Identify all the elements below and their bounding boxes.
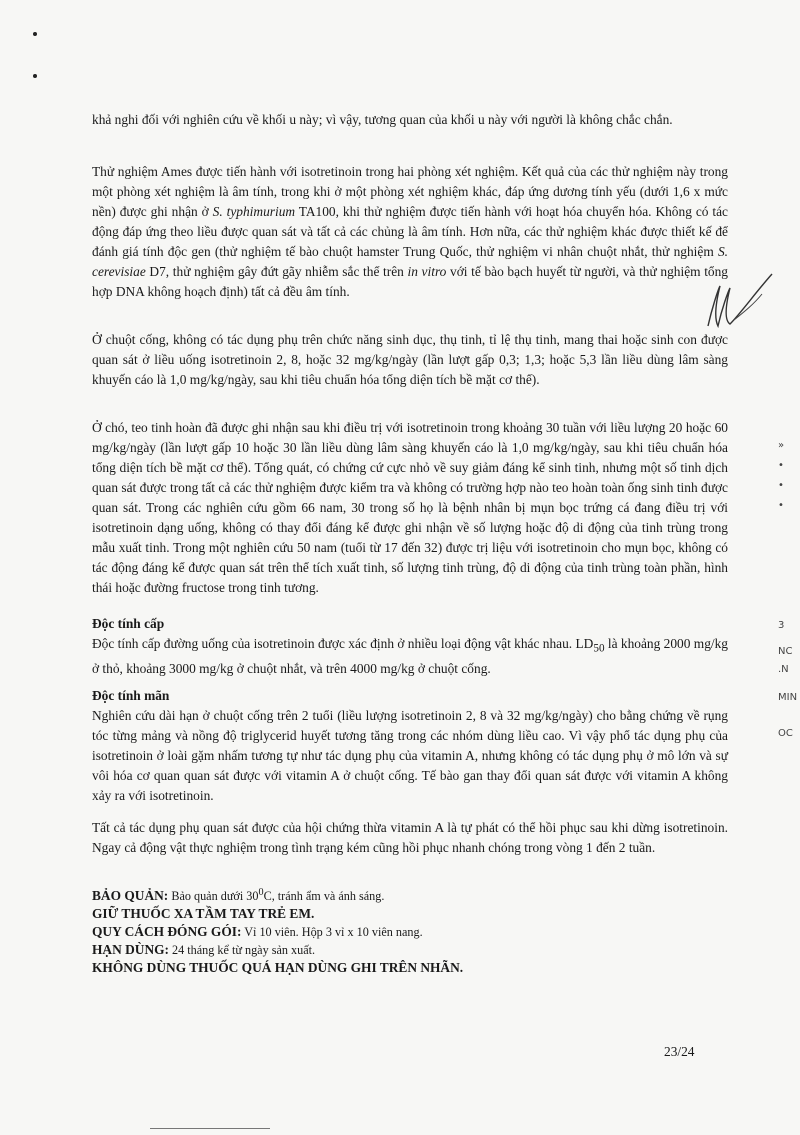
packaging-line: QUY CÁCH ĐÓNG GÓI: Vỉ 10 viên. Hộp 3 vỉ x 10 viên nang. [92,924,423,940]
acute-toxicity-heading: Độc tính cấp [92,616,165,631]
expired-warning: KHÔNG DÙNG THUỐC QUÁ HẠN DÙNG GHI TRÊN NHÃN. [92,960,464,976]
paragraph-reversible: Tất cả tác dụng phụ quan sát được của hội chứng thừa vitamin A là tự phát có thể hồi phục sau khi dừng isotretinoin. Ngay cả động vật thực nghiệm trong tình trạng kém cũng hồi phục nhanh chóng trong vòng 1 đến 2 tuần. [92,820,728,855]
chronic-toxicity-heading: Độc tính mãn [92,688,170,703]
signature-mark [700,268,780,338]
species-name: S. cerevisiae [92,244,728,279]
bullet-mark [33,32,37,36]
section-chronic-toxicity: Độc tính mãn Nghiên cứu dài hạn ở chuột cống trên 2 tuổi (liều lượng isotretinoin 2, 8 và 32 mg/kg/ngày) cho bằng chứng về rụng tóc từng mảng và nồng độ triglycerid huyết tương tăng trong các nhóm dùng liều cao. Vì vậy phổ tác dụng phụ của isotretinoin ở loài gặm nhấm tương tự như tác dụng phụ của vitamin A, nhưng không có tác dụng phụ ở mô lớn và sự vôi hóa cơ quan quan sát được với vitamin A ở chuột cống. Tế bào gan thay đổi quan sát được với vitamin A không xảy ra với isotretinoin. [92,688,728,803]
in-vitro-term: in vitro [407,264,447,279]
product-info [92,884,728,977]
bullet-mark [33,74,37,78]
bottom-rule [150,1128,270,1129]
page-number: 23/24 [664,1044,695,1059]
paragraph-tumor: khả nghi đối với nghiên cứu về khối u này; vì vậy, tương quan của khối u này với người là không chắc chắn. [92,112,673,127]
paragraph-dogs: Ở chó, teo tinh hoàn đã được ghi nhận sau khi điều trị với isotretinoin trong khoảng 30 tuần với liều lượng 20 hoặc 60 mg/kg/ngày (lần lượt gấp 10 hoặc 30 lần liều dùng lâm sàng khuyến cáo là 1,0 mg/kg/ngày, sau khi tiêu chuẩn hóa tổng diện tích bề mặt cơ thể). Tổng quát, có chứng cứ cực nhỏ về suy giảm đáng kể sinh tinh, nhưng một số tinh dịch quan sát được trong tất cả các thử nghiệm được kiểm tra và không có trường hợp nào teo hoàn toàn ống sinh tinh được quan sát. Trong các nghiên cứu gồm 66 nam, 30 trong số họ là bệnh nhân bị mụn bọc trứng cá đang điều trị với isotretinoin dạng uống, không có thay đổi đáng kể được ghi nhận về số lượng hoặc độ di động của tinh trùng trong mẫu xuất tinh. Trong một nghiên cứu 50 nam (tuổi từ 17 đến 32) được trị liệu với isotretinoin cho mụn bọc, không có tác động đáng kể được quan sát trên thể tích xuất tinh, số lượng tinh trùng, độ di động của tinh trùng toàn phần, hình thái hoặc đường fructose trong tinh tương. [92,420,728,595]
section-acute-toxicity: Độc tính cấp Độc tính cấp đường uống của isotretinoin được xác định ở nhiều loại động vật khác nhau. $LD_{50}$ là khoảng 2000 mg/kg ở thỏ, khoảng 3000 mg/kg ở chuột nhắt, và trên 4000 mg/kg ở chuột cống. [92,616,728,676]
paragraph-fertility: Ở chuột cống, không có tác dụng phụ trên chức năng sinh dục, thụ tinh, tỉ lệ thụ tinh, mang thai hoặc sinh con được quan sát ở liều uống isotretinoin 2, 8, hoặc 32 mg/kg/ngày (lần lượt gấp 0,3; 1,3; hoặc 5,3 lần liều dùng lâm sàng khuyến cáo là 1,0 mg/kg/ngày, sau khi tiêu chuẩn hóa tổng diện tích bề mặt cơ thể). [92,332,728,387]
storage-line: BẢO QUẢN: Bảo quản dưới $30^0C$, tránh ẩm và ánh sáng. [92,887,385,904]
expiry-line: HẠN DÙNG: 24 tháng kể từ ngày sản xuất. [92,942,316,958]
species-name: S. typhimurium [212,204,296,219]
keep-away-warning: GIỮ THUỐC XA TẦM TAY TRẺ EM. [92,906,315,922]
edge-marks: » • • • 3 NC .N MIN OC [778,440,798,739]
paragraph-ames: Thử nghiệm Ames được tiến hành với isotretinoin trong hai phòng xét nghiệm. Kết quả của các thử nghiệm này trong một phòng xét nghiệm là âm tính, trong khi ở một phòng xét nghiệm khác, đáp ứng dương tính yếu (dưới 1,6 x mức nền) được ghi nhận ở S. typhimurium TA100, khi thử nghiệm được tiến hành với hoạt hóa chuyển hóa. Không có tác động đáp ứng theo liều được quan sát và tất cả các chủng là âm tính. Hơn nữa, các thử nghiệm khác được thiết kế để đánh giá tính độc gen (thử nghiệm tế bào chuột hamster Trung Quốc, thử nghiệm vi nhân chuột nhắt, thử nghiệm S. cerevisiae D7, thử nghiệm gây đứt gãy nhiễm sắc thể trên in vitro với tế bào bạch huyết từ người, và thử nghiệm tổng hợp DNA không hoạch định) tất cả đều âm tính. [92,164,729,299]
